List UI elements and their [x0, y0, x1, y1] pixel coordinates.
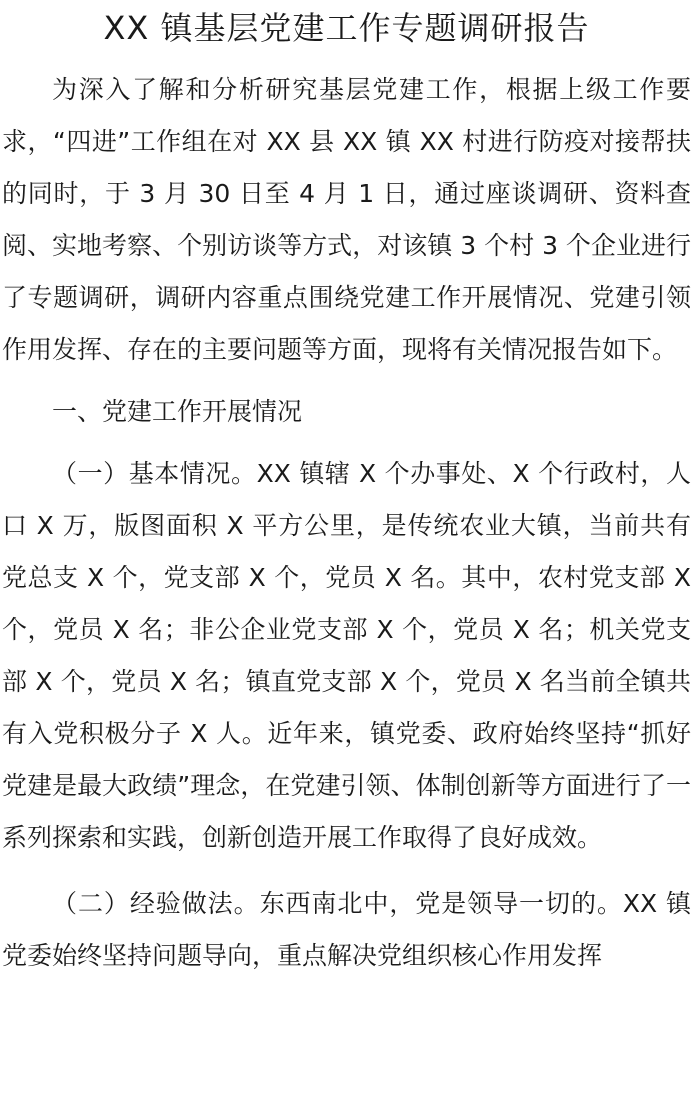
basic-situation-paragraph: （一）基本情况。XX 镇辖 X 个办事处、X 个行政村，人口 X 万，版图面积 X 平方公里，是传统农业大镇，当前共有党总支 X 个，党支部 X 个，党员 X 名。其中，农村党支部 X 个，党员 X 名；非公企业党支部 X 个，党员 X 名；机关党支部 X 个，党员 X 名；镇直党支部 X 个，党员 X 名当前全镇共有入党积极分子 X 人。近年来，镇党委、政府始终坚持“抓好党建是最大政绩”理念，在党建引领、体制创新等方面进行了一系列探索和实践，创新创造开展工作取得了良好成效。: [2, 459, 691, 852]
section-heading-1: 一、党建工作开展情况: [52, 397, 303, 426]
intro-paragraph: 为深入了解和分析研究基层党建工作，根据上级工作要求，“四进”工作组在对 XX 县 XX 镇 XX 村进行防疫对接帮扶的同时，于 3 月 30 日至 4 月 1 日，通过座谈调研、资料查阅、实地考察、个别访谈等方式，对该镇 3 个村 3 个企业进行了专题调研，调研内容重点围绕党建工作开展情况、党建引领作用发挥、存在的主要问题等方面，现将有关情况报告如下。: [2, 75, 691, 364]
document-title: XX 镇基层党建工作专题调研报告: [103, 9, 590, 47]
experience-paragraph: （二）经验做法。东西南北中，党是领导一切的。XX 镇党委始终坚持问题导向，重点解决党组织核心作用发挥: [2, 889, 691, 970]
